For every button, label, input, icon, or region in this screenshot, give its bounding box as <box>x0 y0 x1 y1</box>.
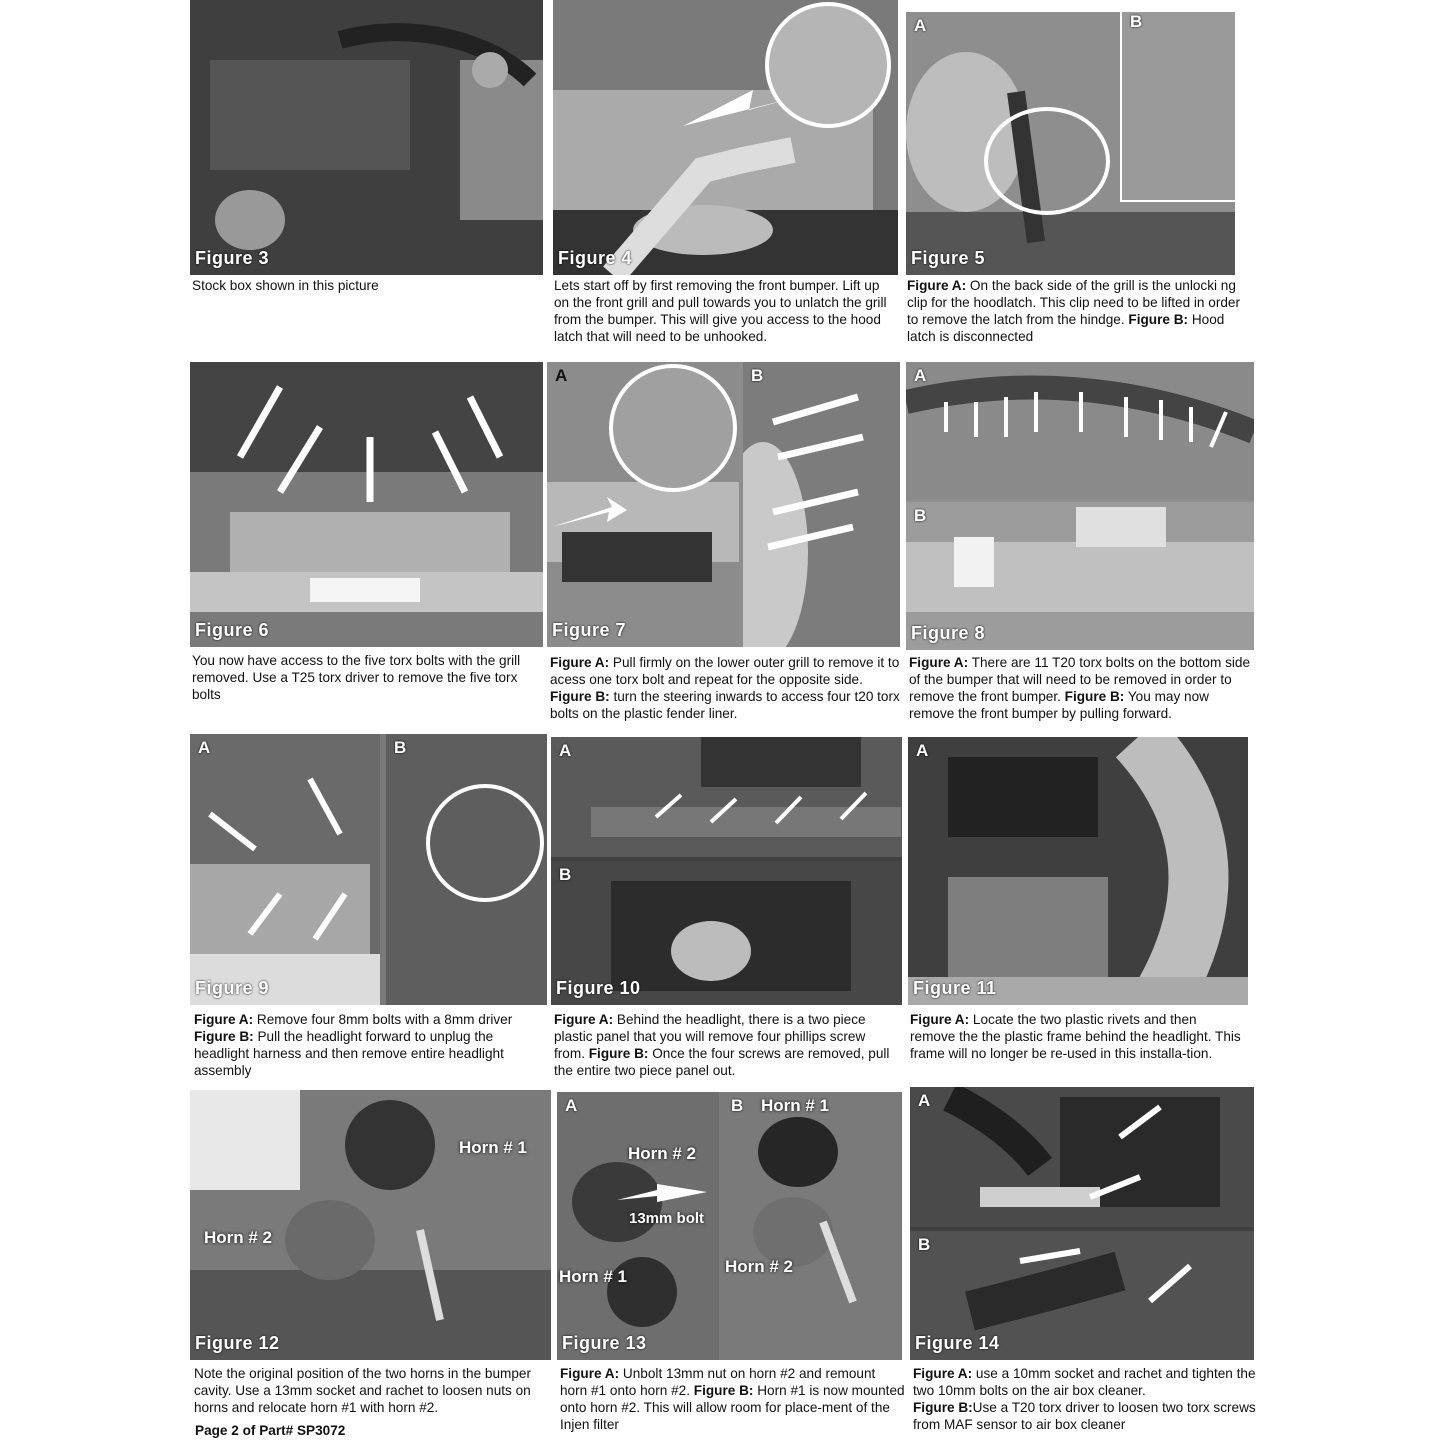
horn-1-label: Horn # 1 <box>559 1267 628 1286</box>
figure-9-label: Figure 9 <box>195 978 270 998</box>
horn-2-label: Horn # 2 <box>628 1144 697 1163</box>
horn-2-label: Horn # 2 <box>204 1228 273 1247</box>
figure-3-photo <box>190 0 543 275</box>
figure-13-label: Figure 13 <box>562 1333 647 1353</box>
figure-11-sub-a: A <box>916 741 929 760</box>
figure-13-panel-a <box>557 1092 719 1360</box>
figure-7-sub-a: A <box>555 366 568 385</box>
figure-5-sub-b: B <box>1130 12 1143 31</box>
horn-2-label: Horn # 2 <box>725 1257 794 1276</box>
figure-10-panel-a <box>551 737 902 857</box>
figure-7-label: Figure 7 <box>552 620 627 640</box>
figure-8-sub-b: B <box>914 506 927 525</box>
figure-11-photo <box>908 737 1248 1005</box>
figure-8-panel-a <box>906 362 1254 500</box>
figure-14-photo <box>910 1087 1254 1360</box>
figure-9-panel-a <box>190 734 380 1005</box>
figure-13-photo <box>557 1092 902 1360</box>
figure-14-panel-a <box>910 1087 1254 1227</box>
figure-8-photo <box>906 362 1254 650</box>
figure-7-panel-b <box>743 362 900 647</box>
figure-4-label: Figure 4 <box>558 248 633 268</box>
figure-6-caption: You now have access to the five torx bolts with the grill removed. Use a T25 torx driver to remove the five torx bolts <box>192 653 521 702</box>
figure-3-caption: Stock box shown in this picture <box>192 278 379 293</box>
figure-11-label: Figure 11 <box>913 978 997 998</box>
figure-14-label: Figure 14 <box>915 1333 1000 1353</box>
figure-14-sub-a: A <box>918 1091 931 1110</box>
horn-1-label: Horn # 1 <box>761 1096 830 1115</box>
figure-7-panel-a <box>547 362 739 647</box>
figure-8-caption: Figure A: There are 11 T20 torx bolts on the bottom side of the bumper that will need to be removed in order to remove the front bumper. Figure B: You may now remove the front bumper by pulling forward. <box>909 655 1251 721</box>
figure-5-caption: Figure A: On the back side of the grill is the unlocki ng clip for the hoodlatch. This clip need to be lifted in order to remove the latch from the hindge. Figure B: Hood latch is disconnected <box>907 278 1240 344</box>
figure-10-sub-b: B <box>559 865 572 884</box>
figure-10-photo <box>551 737 902 1005</box>
figure-7-photo <box>547 362 900 647</box>
figure-4-photo <box>553 0 898 275</box>
figure-6-photo <box>190 362 543 647</box>
figure-5-label: Figure 5 <box>911 248 986 268</box>
figure-6-label: Figure 6 <box>195 620 270 640</box>
figure-5-sub-a: A <box>914 16 927 35</box>
figure-11-caption: Figure A: Locate the two plastic rivets and then remove the the plastic frame behind the headlight. This frame will no longer be re-used in this installa-tion. <box>910 1012 1241 1061</box>
figure-9-photo <box>190 734 547 1005</box>
figure-13-panel-b <box>723 1092 902 1360</box>
figure-5-inset-b <box>1120 12 1235 202</box>
figure-3-label: Figure 3 <box>195 248 270 268</box>
figure-9-sub-a: A <box>198 738 211 757</box>
figure-12-label: Figure 12 <box>195 1333 280 1353</box>
figure-14-caption: Figure A: use a 10mm socket and rachet and tighten the two 10mm bolts on the air box cleaner. Figure B:Use a T20 torx driver to loosen two torx screws from MAF sensor to air box cleaner <box>913 1366 1256 1432</box>
detail-circle <box>984 107 1110 215</box>
detail-circle <box>765 2 891 128</box>
figure-13-sub-a: A <box>565 1096 578 1115</box>
figure-9-caption: Figure A: Remove four 8mm bolts with a 8mm driver Figure B: Pull the headlight forward to unplug the headlight harness and then remove entire headlight assembly <box>194 1012 513 1078</box>
figure-10-label: Figure 10 <box>556 978 641 998</box>
figure-10-caption: Figure A: Behind the headlight, there is a two piece plastic panel that you will remove four phillips screw from. Figure B: Once the four screws are removed, pull the entire two piece panel out. <box>554 1012 890 1078</box>
engine-bay-illustration <box>190 0 543 275</box>
bumper-bolts-illustration <box>190 362 543 647</box>
figure-9-panel-b <box>386 734 547 1005</box>
figure-4-caption: Lets start off by first removing the front bumper. Lift up on the front grill and pull towards you to unlatch the grill from the bumper. This will give you access to the hood latch that will need to be unhooked. <box>554 278 887 344</box>
figure-13-caption: Figure A: Unbolt 13mm nut on horn #2 and remount horn #1 onto horn #2. Figure B: Horn #1 is now mounted onto horn #2. This will allow room for place-ment of the Injen filter <box>560 1366 905 1432</box>
figure-5-photo <box>906 12 1235 275</box>
figure-13-sub-b: B <box>731 1096 744 1115</box>
horns-illustration <box>190 1090 551 1360</box>
detail-circle <box>426 784 544 902</box>
figure-7-sub-b: B <box>751 366 764 385</box>
horn-1-label: Horn # 1 <box>459 1138 528 1157</box>
figure-12-caption: Note the original position of the two horns in the bumper cavity. Use a 13mm socket and rachet to loosen nuts on horns and relocate horn #1 with horn #2. <box>194 1366 532 1415</box>
figure-9-sub-b: B <box>394 738 407 757</box>
bolt-label: 13mm bolt <box>629 1210 705 1227</box>
figure-8-label: Figure 8 <box>911 623 986 643</box>
detail-circle <box>609 364 737 492</box>
figure-7-caption: Figure A: Pull firmly on the lower outer grill to remove it to acess one torx bolt and repeat for the opposite side. Figure B: turn the steering inwards to access four t20 torx bolts on the plastic fender liner. <box>550 655 900 721</box>
page-footer: Page 2 of Part# SP3072 <box>195 1423 346 1438</box>
figure-8-sub-a: A <box>914 366 927 385</box>
figure-12-photo <box>190 1090 551 1360</box>
figure-14-sub-b: B <box>918 1235 931 1254</box>
figure-10-sub-a: A <box>559 741 572 760</box>
plastic-frame-illustration <box>908 737 1248 1005</box>
